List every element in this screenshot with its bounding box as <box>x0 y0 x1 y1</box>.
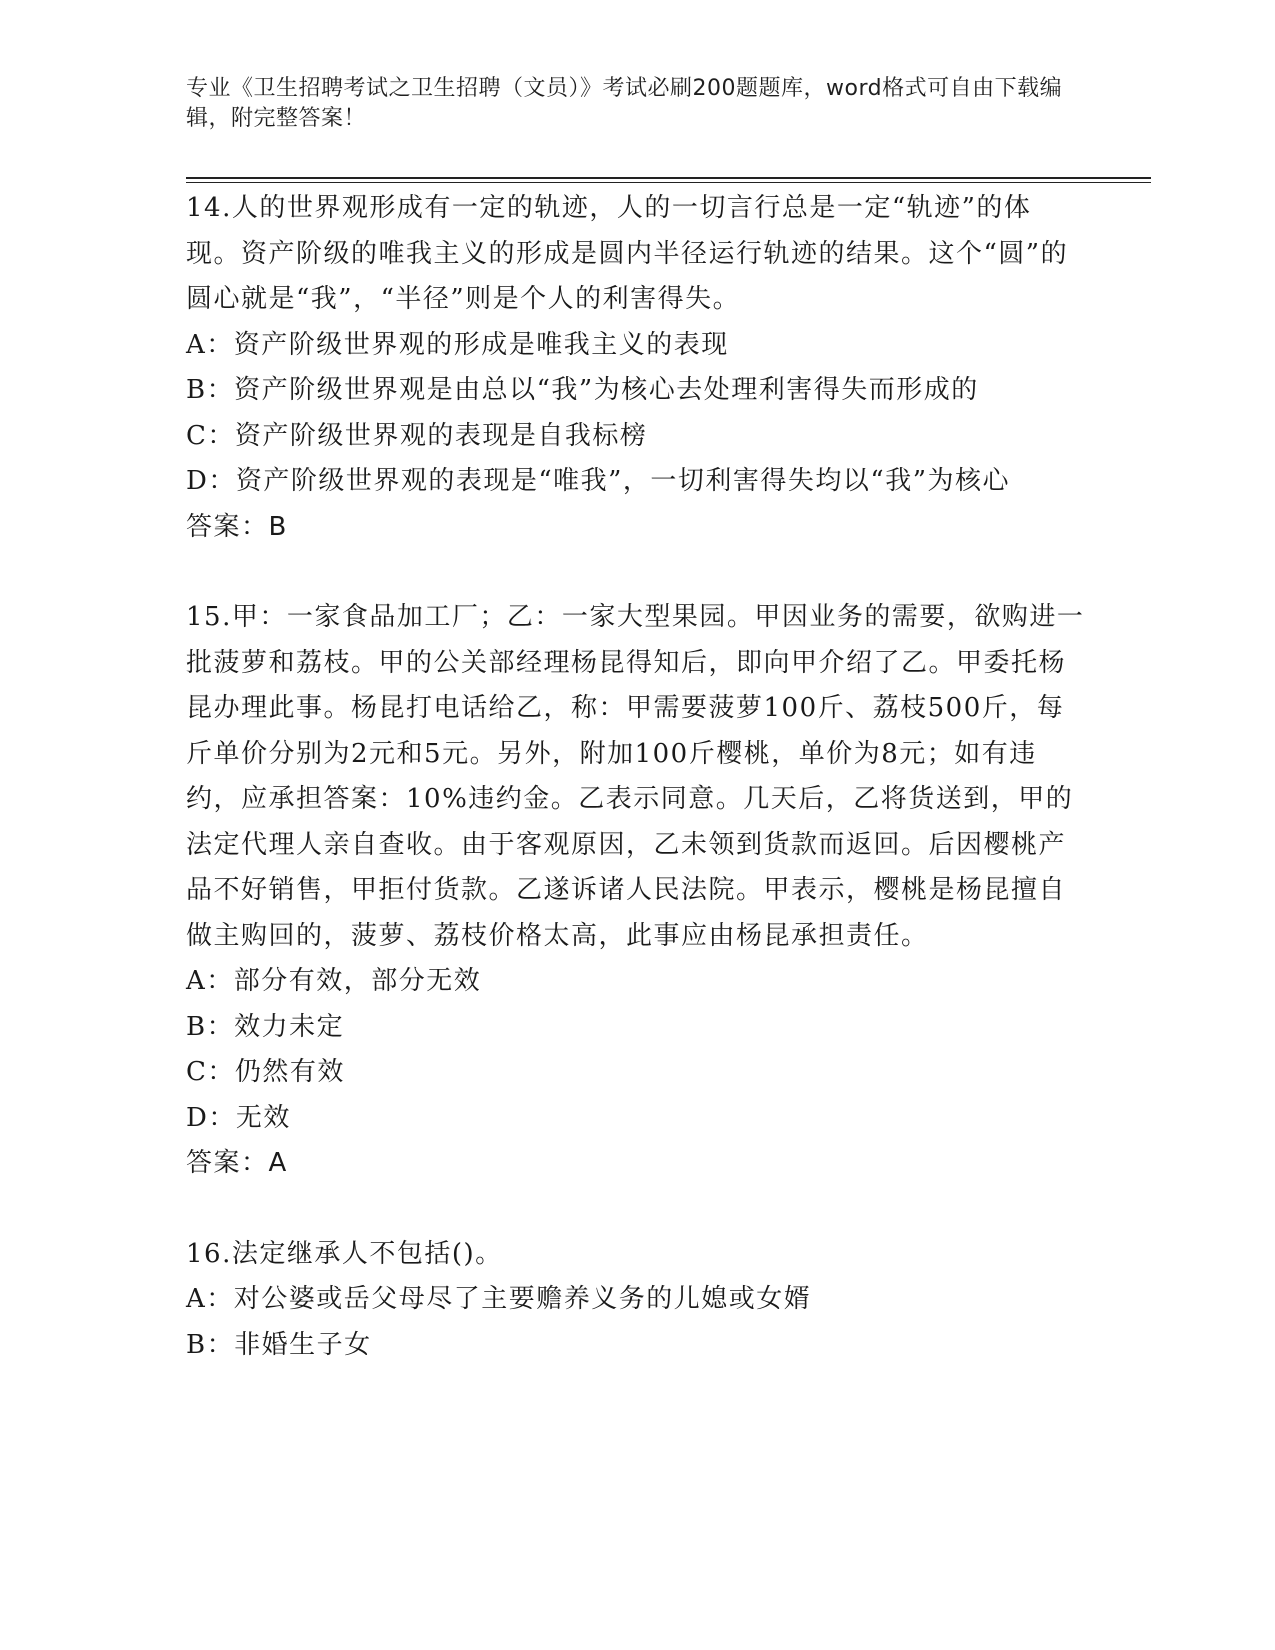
option-a: A：资产阶级世界观的形成是唯我主义的表现 <box>186 329 729 360</box>
option-c: C：仍然有效 <box>186 1057 345 1087</box>
option-d: D：无效 <box>186 1102 291 1133</box>
question-stem: 14.人的世界观形成有一定的轨迹，人的一切言行总是一定“轨迹”的体现。资产阶级的唯我主义的形成是圆内半径运行轨迹的结果。这个“圆”的圆心就是“我”，“半径”则是个人的利害得失。 <box>186 193 1069 314</box>
header-title: 专业《卫生招聘考试之卫生招聘（文员）》考试必刷200题题库，word格式可自由下载编辑，附完整答案！ <box>186 76 1063 131</box>
option-c: C：资产阶级世界观的表现是自我标榜 <box>186 420 648 451</box>
answer: 答案：A <box>186 1148 288 1178</box>
question-stem: 15.甲：一家食品加工厂；乙：一家大型果园。甲因业务的需要，欲购进一批菠萝和荔枝。甲的公关部经理杨昆得知后，即向甲介绍了乙。甲委托杨昆办理此事。杨昆打电话给乙，称：甲需要菠萝100斤、荔枝500斤，每斤单价分别为2元和5元。另外，附加100斤樱桃，单价为8元；如有违约，应承担答案：10%违约金。乙表示同意。几天后，乙将货送到，甲的法定代理人亲自查收。由于客观原因，乙未领到货款而返回。后因樱桃产品不好销售，甲拒付货款。乙遂诉诸人民法院。甲表示，樱桃是杨昆擅自做主购回的，菠萝、荔枝价格太高，此事应由杨昆承担责任。 <box>186 602 1085 951</box>
option-b: B：非婚生子女 <box>186 1329 372 1360</box>
option-b: B：资产阶级世界观是由总以“我”为核心去处理利害得失而形成的 <box>186 375 979 405</box>
question-16 <box>186 1232 1086 1369</box>
question-list <box>186 186 1086 1368</box>
option-d: D：资产阶级世界观的表现是“唯我”，一切利害得失均以“我”为核心 <box>186 466 1011 496</box>
question-15 <box>186 595 1086 1187</box>
spacer <box>186 1187 1086 1232</box>
header-divider <box>186 177 1151 179</box>
header-divider-thin <box>186 182 1151 183</box>
option-a: A：部分有效，部分无效 <box>186 966 482 996</box>
option-b: B：效力未定 <box>186 1011 345 1042</box>
answer: 答案：B <box>186 511 288 542</box>
question-14 <box>186 186 1086 550</box>
spacer <box>186 550 1086 595</box>
question-stem: 16.法定继承人不包括()。 <box>186 1238 503 1269</box>
option-a: A：对公婆或岳父母尽了主要赡养义务的儿媳或女婿 <box>186 1284 812 1314</box>
